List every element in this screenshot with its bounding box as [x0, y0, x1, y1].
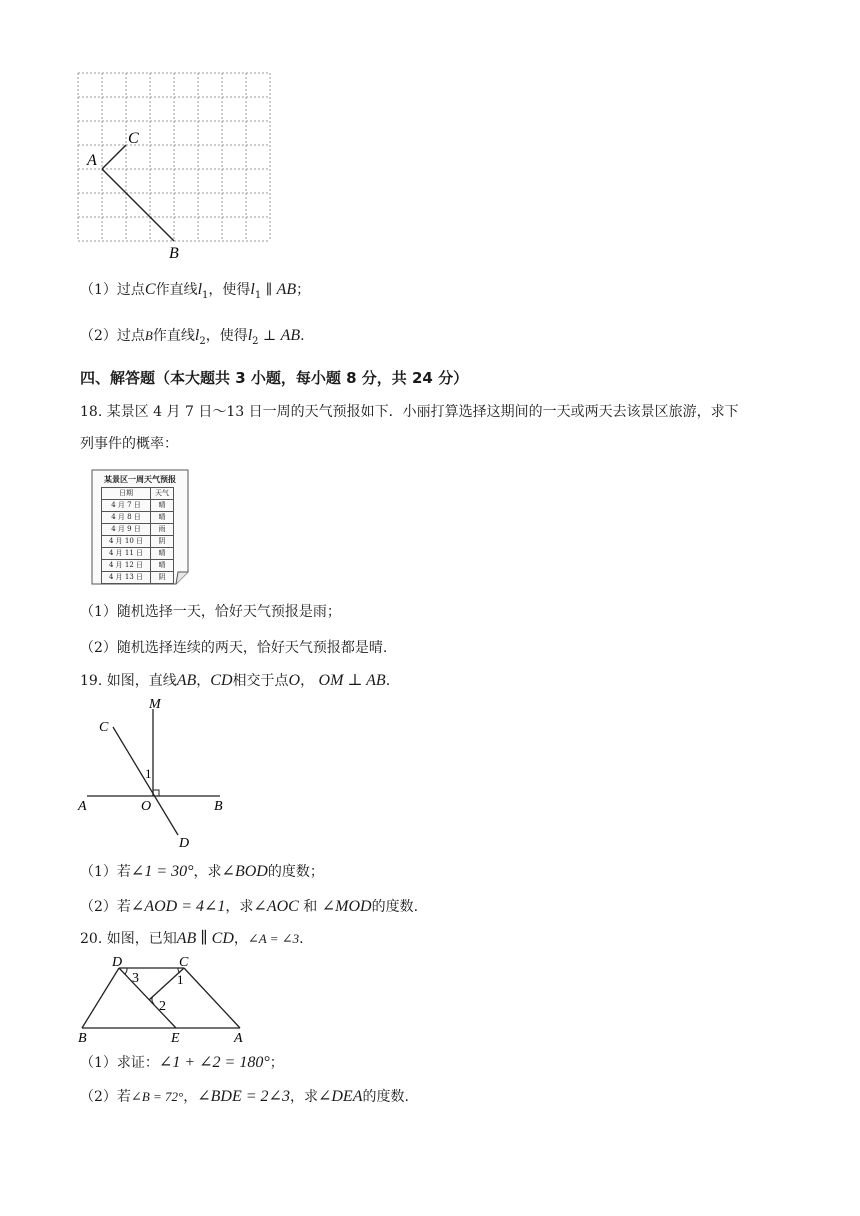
weather-table-title: 某景区一周天气预报: [104, 474, 176, 484]
table-row: 4 月 12 日 晴: [102, 560, 174, 572]
q17-part1: （1）过点C作直线$l_1$，使得$l_1$ ∥ AB；: [80, 281, 311, 301]
table-row: 4 月 8 日 晴: [102, 512, 174, 524]
segment-de: [119, 968, 176, 1028]
weather-header-date: 日期: [102, 488, 151, 500]
q19-part1: （1）若∠1 = 30°，求∠BOD的度数；: [80, 863, 324, 880]
table-row: 4 月 9 日 雨: [102, 524, 174, 536]
label-b: B: [214, 799, 223, 814]
label-c: C: [99, 720, 109, 735]
label-m: M: [149, 697, 161, 712]
segment-ca: [184, 968, 240, 1028]
label-one: 1: [145, 766, 152, 781]
table-row: 4 月 7 日 晴: [102, 500, 174, 512]
q20-figure: [72, 952, 262, 1047]
label-one: 1: [177, 972, 184, 987]
label-a: A: [234, 1031, 243, 1046]
segment-db: [82, 968, 119, 1028]
weather-table: [101, 487, 174, 584]
table-row: 4 月 11 日 晴: [102, 548, 174, 560]
q17-part2: （2）过点B作直线$l_2$，使得$l_2$ ⊥ AB.: [80, 327, 305, 347]
arc-3: [125, 968, 127, 974]
q20-part2: （2）若∠B = 72°，∠BDE = 2∠3，求∠DEA的度数.: [80, 1088, 409, 1105]
weather-header-weather: 天气: [151, 488, 174, 500]
label-b: B: [169, 245, 179, 262]
label-a: A: [87, 152, 97, 169]
label-two: 2: [159, 999, 166, 1014]
grid-figure: [70, 65, 290, 265]
section-heading: 四、解答题（本大题共 3 小题，每小题 8 分，共 24 分）: [80, 369, 469, 387]
q19-stem: 19. 如图，直线AB，CD相交于点O， OM ⊥ AB.: [80, 672, 391, 689]
label-d: D: [179, 836, 190, 851]
q19-figure: [72, 695, 242, 855]
label-b: B: [78, 1031, 87, 1046]
q19-part2: （2）若∠AOD = 4∠1，求∠AOC 和 ∠MOD的度数.: [80, 898, 419, 915]
label-three: 3: [132, 971, 139, 986]
label-c: C: [179, 955, 189, 970]
line-cd: [113, 727, 178, 835]
table-row: 4 月 10 日 阴: [102, 536, 174, 548]
label-d: D: [112, 955, 123, 970]
q18-stem-line2: 列事件的概率：: [80, 436, 178, 452]
label-e: E: [171, 1031, 180, 1046]
segment-ab: [102, 169, 174, 241]
table-row: 4 月 13 日 阴: [102, 572, 174, 584]
label-a: A: [78, 799, 87, 814]
weather-table-sheet: [90, 468, 192, 586]
q18-part2: （2）随机选择连续的两天，恰好天气预报都是晴.: [80, 640, 388, 656]
q20-part1: （1）求证：∠1 + ∠2 = 180°；: [80, 1054, 284, 1071]
q20-stem: 20. 如图，已知AB ∥ CD，∠A = ∠3.: [80, 930, 304, 947]
segment-ac: [102, 145, 126, 169]
label-o: O: [141, 799, 152, 814]
label-c: C: [128, 130, 139, 147]
q18-stem-line1: 18. 某景区 4 月 7 日～13 日一周的天气预报如下．小丽打算选择这期间的一天或两天去该景区旅游，求下: [80, 404, 739, 420]
q18-part1: （1）随机选择一天，恰好天气预报是雨；: [80, 604, 341, 620]
